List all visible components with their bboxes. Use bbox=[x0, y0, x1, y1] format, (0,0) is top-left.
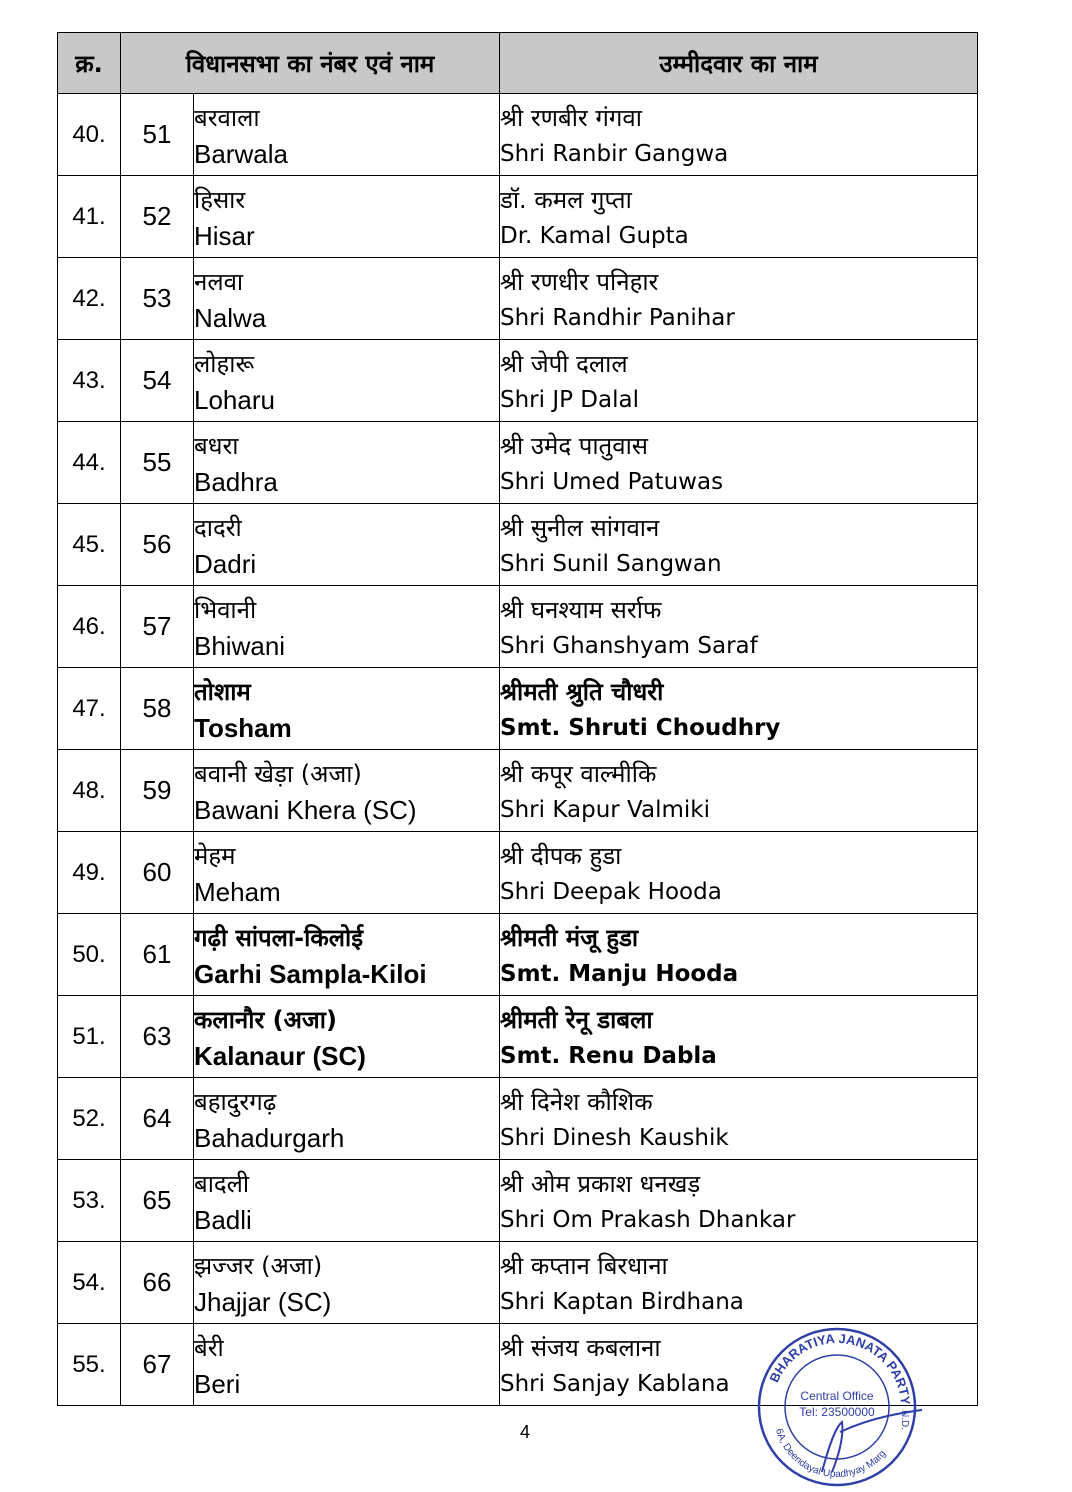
candidate-name-hindi: श्री उमेद पातुवास bbox=[500, 431, 649, 460]
constituency-number-cell: 53 bbox=[121, 258, 194, 340]
constituency-cell bbox=[194, 504, 500, 586]
candidate-table bbox=[57, 32, 978, 1406]
candidate-name-hindi: श्री रणबीर गंगवा bbox=[500, 103, 642, 132]
constituency-cell bbox=[194, 668, 500, 750]
serial-cell: 43. bbox=[58, 340, 121, 422]
candidate-cell bbox=[500, 422, 978, 504]
constituency-name-english: Garhi Sampla-Kiloi bbox=[194, 958, 427, 989]
table-row bbox=[58, 586, 978, 668]
table-row bbox=[58, 668, 978, 750]
serial-cell: 53. bbox=[58, 1160, 121, 1242]
candidate-cell bbox=[500, 94, 978, 176]
stamp-tel: Tel: 23500000 bbox=[799, 1405, 875, 1419]
serial-cell: 41. bbox=[58, 176, 121, 258]
table-row bbox=[58, 340, 978, 422]
serial-cell: 46. bbox=[58, 586, 121, 668]
constituency-number-cell: 65 bbox=[121, 1160, 194, 1242]
constituency-cell bbox=[194, 1242, 500, 1324]
candidate-cell bbox=[500, 668, 978, 750]
constituency-name-english: Barwala bbox=[194, 138, 288, 169]
candidate-name-hindi: श्री रणधीर पनिहार bbox=[500, 267, 659, 296]
constituency-cell bbox=[194, 750, 500, 832]
candidate-name-hindi: श्री कप्तान बिरधाना bbox=[500, 1251, 668, 1280]
candidate-name-english: Dr. Kamal Gupta bbox=[500, 222, 689, 249]
constituency-name-hindi: बरवाला bbox=[194, 103, 260, 132]
constituency-name-hindi: बवानी खेड़ा (अजा) bbox=[194, 759, 362, 788]
candidate-name-hindi: श्री कपूर वाल्मीकि bbox=[500, 759, 657, 788]
constituency-name-english: Jhajjar (SC) bbox=[194, 1286, 332, 1317]
constituency-number-cell: 61 bbox=[121, 914, 194, 996]
constituency-number-cell: 52 bbox=[121, 176, 194, 258]
candidate-name-hindi: श्री सुनील सांगवान bbox=[500, 513, 660, 542]
candidate-name-hindi: श्रीमती रेनू डाबला bbox=[500, 1005, 653, 1034]
candidate-name-english: Shri Sanjay Kablana bbox=[500, 1370, 730, 1397]
table-row bbox=[58, 1160, 978, 1242]
candidate-name-hindi: डॉ. कमल गुप्ता bbox=[500, 185, 632, 214]
candidate-cell bbox=[500, 1078, 978, 1160]
constituency-name-english: Tosham bbox=[194, 712, 292, 743]
header-serial: क्र. bbox=[58, 33, 121, 94]
table-row bbox=[58, 176, 978, 258]
constituency-name-hindi: हिसार bbox=[194, 185, 246, 214]
serial-cell: 45. bbox=[58, 504, 121, 586]
constituency-name-english: Bawani Khera (SC) bbox=[194, 794, 417, 825]
constituency-number-cell: 67 bbox=[121, 1324, 194, 1406]
constituency-name-hindi: भिवानी bbox=[194, 595, 257, 624]
candidate-name-english: Shri Sunil Sangwan bbox=[500, 550, 722, 577]
constituency-name-hindi: कलानौर (अजा) bbox=[194, 1005, 337, 1034]
stamp-city: N.D. bbox=[899, 1410, 910, 1430]
table-row bbox=[58, 94, 978, 176]
candidate-name-hindi: श्री दिनेश कौशिक bbox=[500, 1087, 653, 1116]
serial-cell: 52. bbox=[58, 1078, 121, 1160]
candidate-name-english: Shri Ghanshyam Saraf bbox=[500, 632, 758, 659]
constituency-cell bbox=[194, 832, 500, 914]
constituency-name-english: Kalanaur (SC) bbox=[194, 1040, 366, 1071]
candidate-cell bbox=[500, 258, 978, 340]
constituency-cell bbox=[194, 340, 500, 422]
candidate-name-hindi: श्री संजय कबलाना bbox=[500, 1333, 661, 1362]
constituency-name-english: Nalwa bbox=[194, 302, 267, 333]
constituency-cell bbox=[194, 176, 500, 258]
constituency-number-cell: 60 bbox=[121, 832, 194, 914]
constituency-name-hindi: गढ़ी सांपला-किलोई bbox=[194, 923, 364, 952]
candidate-name-hindi: श्री ओम प्रकाश धनखड़ bbox=[500, 1169, 701, 1198]
table-header-row bbox=[58, 33, 978, 94]
candidate-name-hindi: श्रीमती श्रुति चौधरी bbox=[500, 677, 664, 706]
table-row bbox=[58, 832, 978, 914]
table-row bbox=[58, 504, 978, 586]
constituency-name-hindi: बहादुरगढ़ bbox=[194, 1087, 277, 1116]
constituency-number-cell: 56 bbox=[121, 504, 194, 586]
stamp-ring-text: BHARATIYA JANATA PARTY bbox=[766, 1330, 914, 1406]
candidate-cell bbox=[500, 176, 978, 258]
party-stamp bbox=[752, 1322, 922, 1492]
candidate-name-hindi: श्री दीपक हुडा bbox=[500, 841, 622, 870]
candidate-name-english: Smt. Shruti Choudhry bbox=[500, 714, 781, 741]
constituency-cell bbox=[194, 1324, 500, 1406]
constituency-number-cell: 55 bbox=[121, 422, 194, 504]
stamp-office: Central Office bbox=[800, 1389, 874, 1403]
constituency-cell bbox=[194, 914, 500, 996]
constituency-cell bbox=[194, 258, 500, 340]
constituency-cell bbox=[194, 586, 500, 668]
serial-cell: 40. bbox=[58, 94, 121, 176]
table-row bbox=[58, 996, 978, 1078]
constituency-name-english: Beri bbox=[194, 1368, 241, 1399]
constituency-cell bbox=[194, 1160, 500, 1242]
constituency-name-hindi: बधरा bbox=[194, 431, 239, 460]
constituency-name-english: Bhiwani bbox=[194, 630, 286, 661]
constituency-name-hindi: झज्जर (अजा) bbox=[194, 1251, 323, 1280]
constituency-name-hindi: दादरी bbox=[194, 513, 242, 542]
serial-cell: 49. bbox=[58, 832, 121, 914]
header-constituency: विधानसभा का नंबर एवं नाम bbox=[121, 33, 500, 94]
candidate-cell bbox=[500, 340, 978, 422]
candidate-name-english: Smt. Manju Hooda bbox=[500, 960, 739, 987]
candidate-name-english: Shri Om Prakash Dhankar bbox=[500, 1206, 796, 1233]
candidate-name-english: Shri Kaptan Birdhana bbox=[500, 1288, 744, 1315]
candidate-name-english: Shri JP Dalal bbox=[500, 386, 639, 413]
serial-cell: 54. bbox=[58, 1242, 121, 1324]
candidate-name-english: Shri Kapur Valmiki bbox=[500, 796, 710, 823]
constituency-number-cell: 66 bbox=[121, 1242, 194, 1324]
constituency-cell bbox=[194, 94, 500, 176]
table-row bbox=[58, 750, 978, 832]
serial-cell: 44. bbox=[58, 422, 121, 504]
constituency-cell bbox=[194, 996, 500, 1078]
constituency-name-hindi: नलवा bbox=[194, 267, 244, 296]
header-candidate: उम्मीदवार का नाम bbox=[500, 33, 978, 94]
candidate-cell bbox=[500, 504, 978, 586]
constituency-number-cell: 57 bbox=[121, 586, 194, 668]
candidate-name-hindi: श्रीमती मंजू हुडा bbox=[500, 923, 639, 952]
serial-cell: 50. bbox=[58, 914, 121, 996]
table-row bbox=[58, 914, 978, 996]
candidate-name-hindi: श्री घनश्याम सर्राफ bbox=[500, 595, 662, 624]
candidate-cell bbox=[500, 1242, 978, 1324]
candidate-cell bbox=[500, 914, 978, 996]
constituency-name-english: Badli bbox=[194, 1204, 252, 1235]
constituency-number-cell: 51 bbox=[121, 94, 194, 176]
table-row bbox=[58, 258, 978, 340]
constituency-number-cell: 63 bbox=[121, 996, 194, 1078]
serial-cell: 55. bbox=[58, 1324, 121, 1406]
constituency-number-cell: 64 bbox=[121, 1078, 194, 1160]
stamp-address: 6A, Deendayal Upadhyay Marg bbox=[773, 1427, 889, 1481]
constituency-name-english: Bahadurgarh bbox=[194, 1122, 345, 1153]
constituency-name-hindi: मेहम bbox=[194, 841, 236, 870]
constituency-name-english: Badhra bbox=[194, 466, 278, 497]
serial-cell: 47. bbox=[58, 668, 121, 750]
candidate-name-english: Shri Randhir Panihar bbox=[500, 304, 735, 331]
constituency-name-hindi: बादली bbox=[194, 1169, 250, 1198]
constituency-name-english: Hisar bbox=[194, 220, 255, 251]
table-row bbox=[58, 422, 978, 504]
candidate-name-english: Shri Umed Patuwas bbox=[500, 468, 724, 495]
candidate-cell bbox=[500, 1160, 978, 1242]
serial-cell: 48. bbox=[58, 750, 121, 832]
candidate-name-hindi: श्री जेपी दलाल bbox=[500, 349, 628, 378]
candidate-cell bbox=[500, 586, 978, 668]
constituency-number-cell: 59 bbox=[121, 750, 194, 832]
table-body bbox=[58, 94, 978, 1406]
constituency-name-hindi: बेरी bbox=[194, 1333, 224, 1362]
constituency-name-hindi: लोहारू bbox=[194, 349, 255, 378]
constituency-cell bbox=[194, 422, 500, 504]
constituency-name-english: Loharu bbox=[194, 384, 275, 415]
constituency-number-cell: 54 bbox=[121, 340, 194, 422]
table-row bbox=[58, 1242, 978, 1324]
candidate-cell bbox=[500, 832, 978, 914]
candidate-name-english: Shri Dinesh Kaushik bbox=[500, 1124, 729, 1151]
page-number: 4 bbox=[519, 1422, 530, 1442]
table-row bbox=[58, 1078, 978, 1160]
candidate-name-english: Shri Ranbir Gangwa bbox=[500, 140, 729, 167]
candidate-cell bbox=[500, 996, 978, 1078]
constituency-name-hindi: तोशाम bbox=[194, 677, 251, 706]
candidate-cell bbox=[500, 750, 978, 832]
constituency-cell bbox=[194, 1078, 500, 1160]
constituency-name-english: Dadri bbox=[194, 548, 257, 579]
constituency-number-cell: 58 bbox=[121, 668, 194, 750]
serial-cell: 42. bbox=[58, 258, 121, 340]
serial-cell: 51. bbox=[58, 996, 121, 1078]
candidate-name-english: Smt. Renu Dabla bbox=[500, 1042, 717, 1069]
constituency-name-english: Meham bbox=[194, 876, 281, 907]
candidate-name-english: Shri Deepak Hooda bbox=[500, 878, 722, 905]
